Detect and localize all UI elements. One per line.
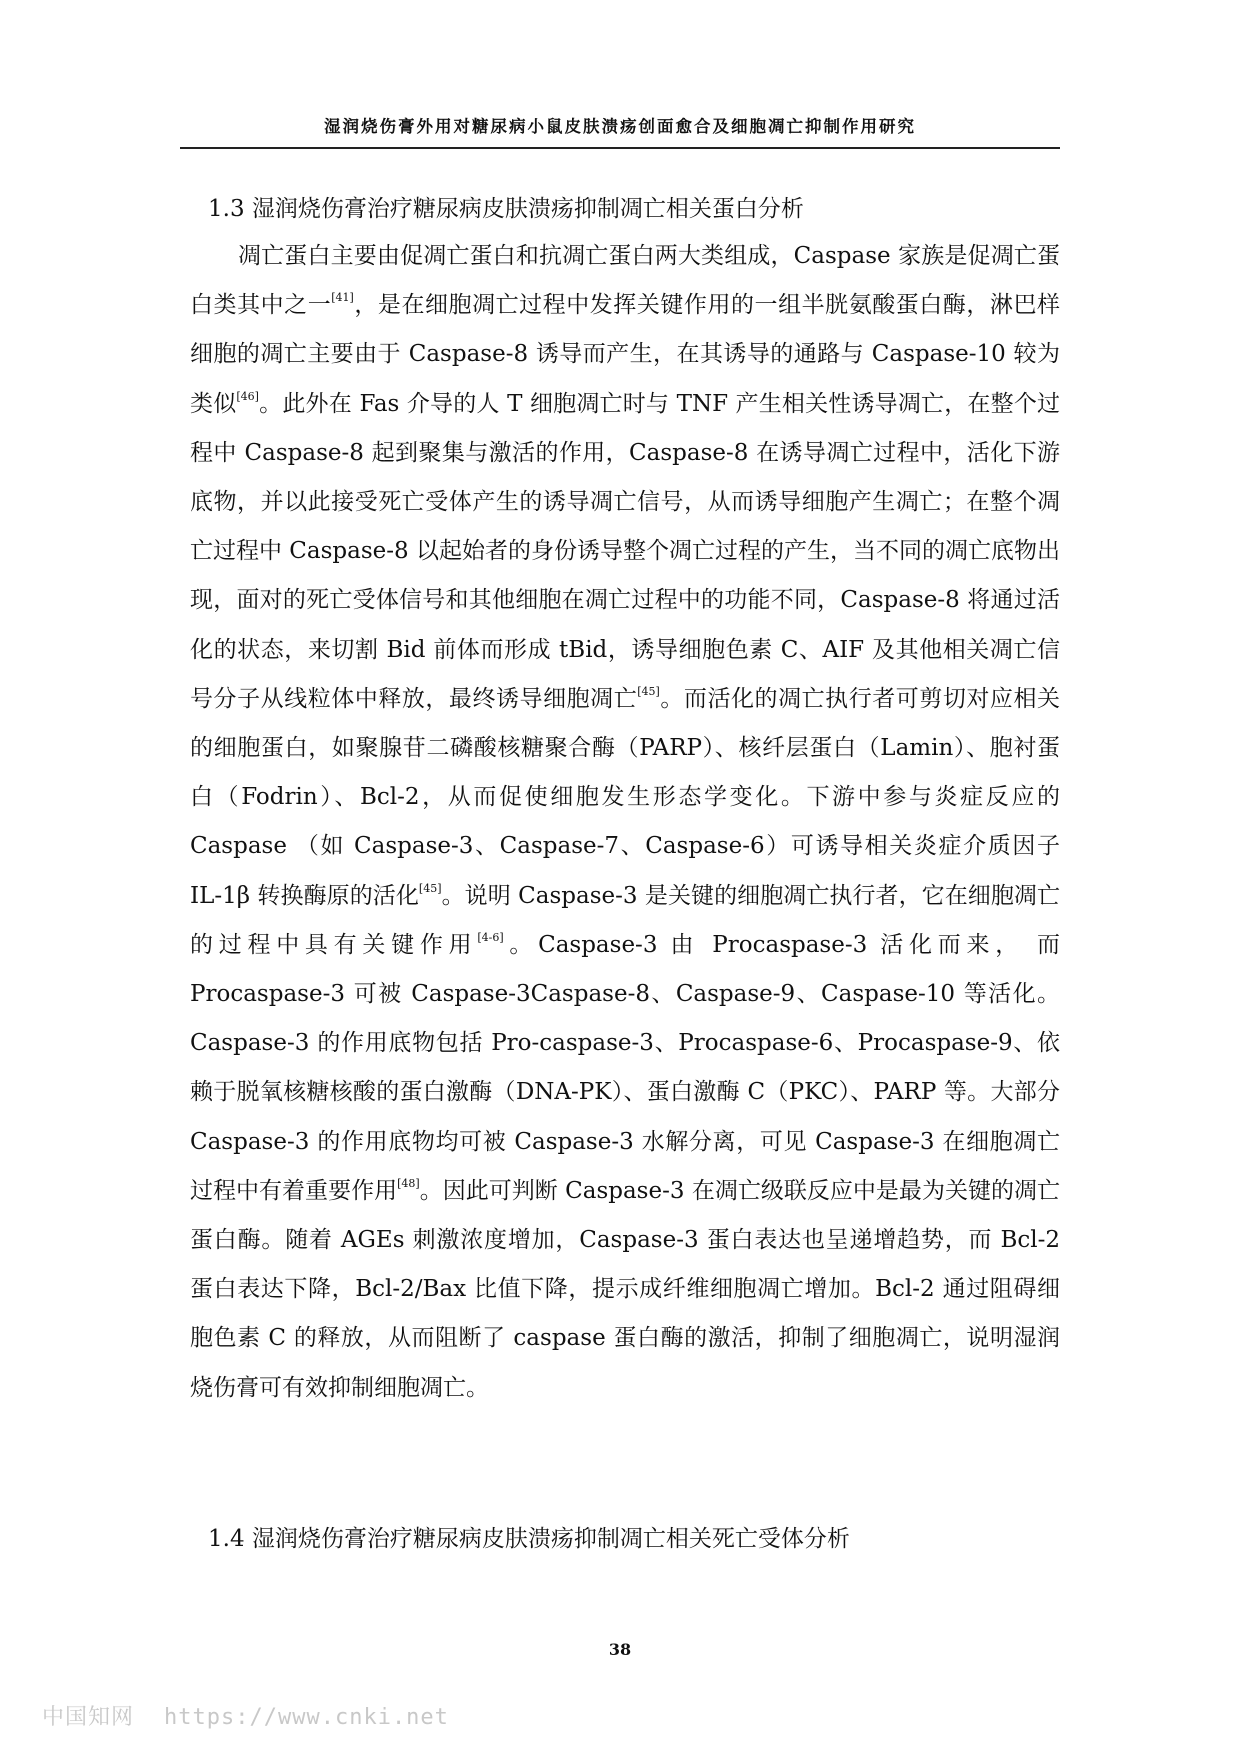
section-heading-1-4: 1.4 湿润烧伤膏治疗糖尿病皮肤溃疡抑制凋亡相关死亡受体分析	[208, 1526, 850, 1552]
body-text: 。而活化的凋亡执行者可剪切对应相关的细胞蛋白，如聚腺苷二磷酸核糖聚合酶（PARP）、核纤层蛋白（Lamin）、胞衬蛋白（Fodrin）、Bcl-2，从而促使细胞发生形态学变化。下游中参与炎症反应的 Caspase （如 Caspase-3、Caspase-7、Caspase-6）可诱导相关炎症介质因子 IL-1β 转换酶原的活化	[190, 685, 1061, 909]
section-heading-1-3: 1.3 湿润烧伤膏治疗糖尿病皮肤溃疡抑制凋亡相关蛋白分析	[208, 196, 804, 222]
body-text: 。因此可判断 Caspase-3 在凋亡级联反应中是最为关键的凋亡蛋白酶。随着 AGEs 刺激浓度增加，Caspase-3 蛋白表达也呈递增趋势，而 Bcl-2 蛋白表达下降，Bcl-2/Bax 比值下降，提示成纤维细胞凋亡增加。Bcl-2 通过阻碍细胞色素 C 的释放，从而阻断了 caspase 蛋白酶的激活，抑制了细胞凋亡，说明湿润烧伤膏可有效抑制细胞凋亡。	[190, 1177, 1061, 1401]
body-text: 。Caspase-3 由 Procaspase-3 活化而来， 而 Procaspase-3 可被 Caspase-3Caspase-8、Caspase-9、Caspase-10 等活化。Caspase-3 的作用底物包括 Pro-caspase-3、Procaspase-6、Procaspase-9、依赖于脱氧核糖核酸的蛋白激酶（DNA-PK）、蛋白激酶 C（PKC）、PARP 等。大部分 Caspase-3 的作用底物均可被 Caspase-3 水解分离，可见 Caspase-3 在细胞凋亡过程中有着重要作用	[190, 931, 1060, 1204]
header-rule	[180, 147, 1060, 149]
citation-ref: [4-6]	[477, 930, 504, 944]
citation-ref: [46]	[236, 389, 259, 403]
body-paragraph	[190, 232, 1060, 1413]
citation-ref: [45]	[418, 881, 442, 895]
running-header: 湿润烧伤膏外用对糖尿病小鼠皮肤溃疡创面愈合及细胞凋亡抑制作用研究	[324, 117, 916, 136]
body-text: 凋亡蛋白主要由促凋亡蛋白和抗凋亡蛋白两大类组成，Caspase 家族是促凋亡蛋白类其中之一	[190, 243, 1060, 319]
page-number: 38	[608, 1640, 632, 1659]
citation-ref: [48]	[397, 1176, 420, 1190]
body-text: ，是在细胞凋亡过程中发挥关键作用的一组半胱氨酸蛋白酶，淋巴样细胞的凋亡主要由于 Caspase-8 诱导而产生，在其诱导的通路与 Caspase-10 较为类似	[190, 292, 1060, 417]
body-text: 。此外在 Fas 介导的人 T 细胞凋亡时与 TNF 产生相关性诱导凋亡，在整个过程中 Caspase-8 起到聚集与激活的作用，Caspase-8 在诱导凋亡过程中，活化下游底物，并以此接受死亡受体产生的诱导凋亡信号，从而诱导细胞产生凋亡；在整个凋亡过程中 Caspase-8 以起始者的身份诱导整个凋亡过程的产生，当不同的凋亡底物出现，面对的死亡受体信号和其他细胞在凋亡过程中的功能不同，Caspase-8 将通过活化的状态，来切割 Bid 前体而形成 tBid，诱导细胞色素 C、AIF 及其他相关凋亡信号分子从线粒体中释放，最终诱导细胞凋亡	[190, 390, 1061, 712]
body-text: 。说明 Caspase-3 是关键的细胞凋亡执行者，它在细胞凋亡的过程中具有关键作用	[190, 882, 1060, 958]
citation-ref: [41]	[331, 291, 354, 305]
watermark-url: https://www.cnki.net	[164, 1705, 449, 1730]
cnki-watermark	[42, 1700, 449, 1731]
citation-ref: [45]	[637, 684, 660, 698]
watermark-brand: 中国知网	[42, 1705, 135, 1730]
